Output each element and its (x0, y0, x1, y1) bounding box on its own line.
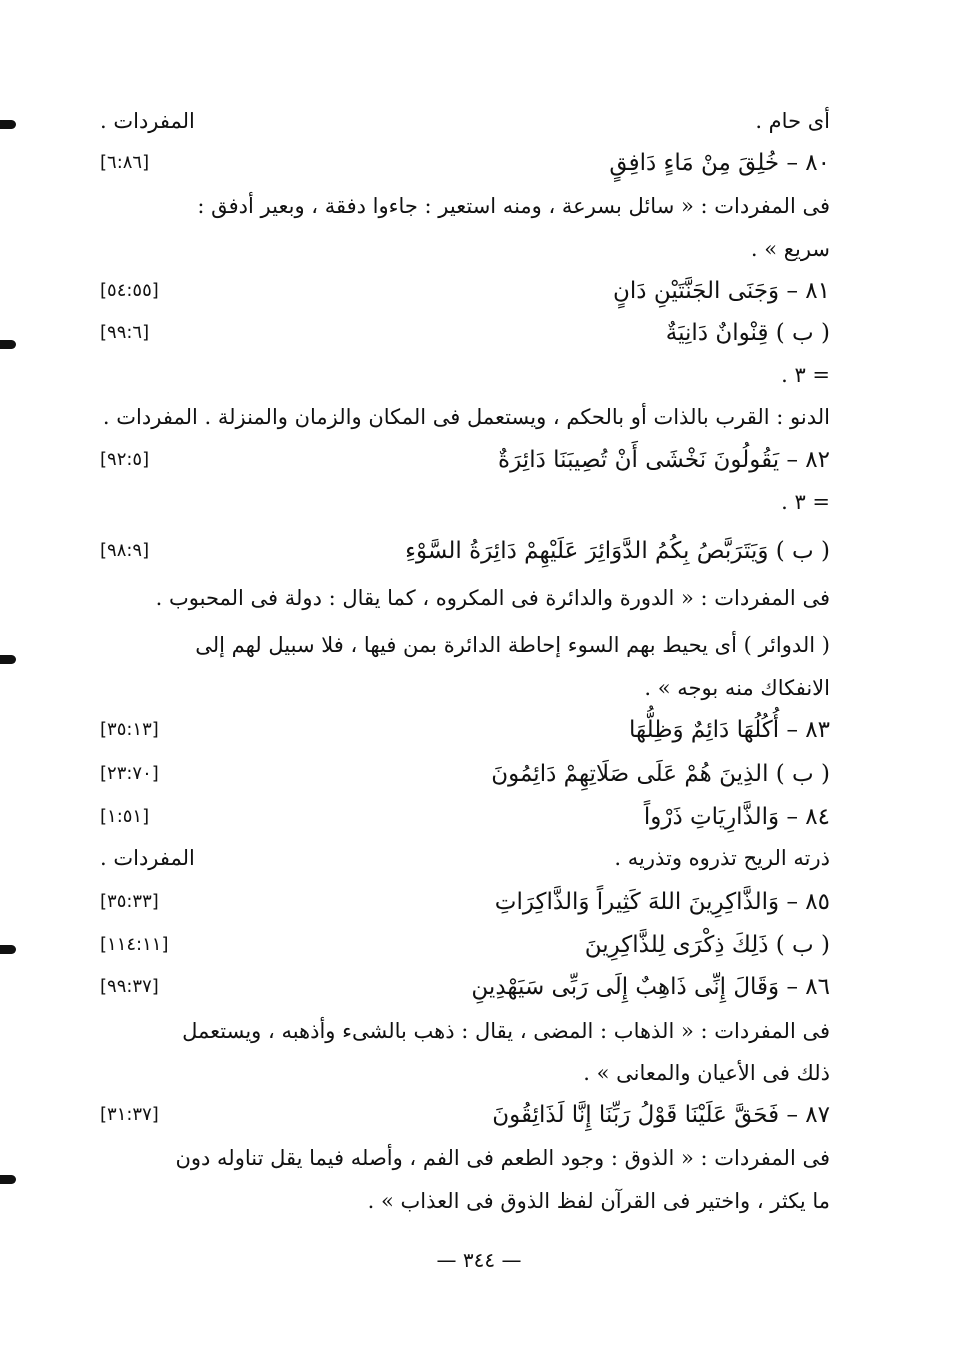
text-line (100, 1011, 850, 1051)
line-text: فى المفردات : « الدورة والدائرة فى المكروه ، كما يقال : دولة فى المحبوب . (155, 586, 830, 610)
verse-text: ( ب ) قِنْوانٌ دَانِيَةٌ (665, 320, 830, 346)
line-text: الانفكاك منه بوجه » . (644, 676, 830, 700)
text-line (100, 625, 850, 665)
verse-reference: [٩٢:٥] (100, 449, 150, 470)
scan-edge-mark (0, 340, 16, 349)
verse-reference: [٩٨:٩] (100, 540, 150, 561)
verse-text: ٨٣ – أُكُلُهَا دَائِمٌ وَظِلُّهَا (628, 717, 830, 743)
text-line (100, 186, 850, 226)
verse-line (100, 271, 830, 311)
source-note: المفردات . (100, 109, 195, 133)
verse-text: ( ب ) وَيَتَرَبَّصُ بِكُمُ الدَّوَائِرَ عَلَيْهِمْ دَائِرَةُ السَّوْءِ (405, 538, 830, 564)
verse-text: ٨٦ – وَقَالَ إِنِّى ذَاهِبٌ إِلَى رَبِّى سَيَهْدِينِ (471, 974, 830, 1000)
line-text: أى حام . (755, 109, 830, 133)
text-line (100, 482, 830, 522)
text-line (100, 355, 830, 395)
verse-reference: [١:٥١] (100, 806, 150, 827)
verse-line (100, 797, 830, 837)
line-text: الدنو : القرب بالذات أو بالحكم ، ويستعمل فى المكان والزمان والمنزلة . المفردات . (102, 405, 830, 429)
verse-text: ٨٤ – وَالذَّارِيَاتِ ذَرْواً (643, 804, 830, 830)
text-line (100, 578, 830, 618)
line-text: فى المفردات : « الذهاب : المضى ، يقال : ذهب بالشىء وأذهبه ، ويستعمل (182, 1019, 830, 1043)
scan-edge-mark (0, 120, 16, 129)
scan-edge-mark (0, 655, 16, 664)
scan-edge-mark (0, 1175, 16, 1184)
text-line (100, 397, 830, 437)
verse-line (100, 143, 830, 183)
verse-line (100, 710, 830, 750)
line-text: = ٣ . (781, 363, 830, 387)
verse-line (100, 882, 830, 922)
line-text: ذرته الريح تذروه وتذريه . (614, 846, 830, 870)
verse-reference: [٥٤:٥٥] (100, 280, 159, 301)
line-text: ما يكثر ، واختير فى القرآن لفظ الذوق فى العذاب » . (367, 1189, 830, 1213)
verse-text: ٨٥ – وَالذَّاكِرِينَ اللهَ كَثِيراً وَالذَّاكِرَاتِ (494, 889, 830, 915)
text-line (100, 229, 830, 269)
verse-text: ٨١ – وَجَنَى الجَنَّتَيْنِ دَانٍ (613, 278, 830, 304)
line-text: ذلك فى الأعيان والمعانى » . (583, 1061, 830, 1085)
text-line (100, 1181, 830, 1221)
text-line (100, 668, 830, 708)
verse-reference: [٩٩:٦] (100, 322, 150, 343)
verse-line (100, 1095, 830, 1135)
verse-text: ( ب ) ذَلِكَ ذِكْرَى لِلذَّاكِرِينَ (584, 932, 830, 958)
verse-text: ٨٧ – فَحَقَّ عَلَيْنَا قَوْلُ رَبِّنَا إِنَّا لَذَائِقُونَ (492, 1102, 830, 1128)
line-text: = ٣ . (781, 490, 830, 514)
verse-reference: [١١٤:١١] (100, 934, 169, 955)
verse-reference: [٩٩:٣٧] (100, 976, 159, 997)
verse-reference: [٢٣:٧٠] (100, 763, 159, 784)
verse-text: ( ب ) الذِينَ هُمْ عَلَى صَلَاتِهِمْ دَائِمُونَ (491, 761, 830, 787)
verse-line (100, 967, 830, 1007)
source-note: المفردات . (100, 846, 195, 870)
verse-line (100, 313, 850, 353)
page-number: — ٣٤٤ — (436, 1248, 522, 1272)
verse-reference: [٣١:٣٧] (100, 1104, 159, 1125)
text-line (100, 838, 830, 878)
line-text: ( الدوائر ) أى يحيط بهم السوء إحاطة الدائرة بمن فيها ، فلا سبيل لهم إلى (195, 633, 830, 657)
verse-line (100, 925, 850, 965)
verse-line (100, 754, 850, 794)
text-line (100, 101, 830, 141)
verse-line (100, 531, 830, 571)
verse-text: ٨٠ – خُلِقَ مِنْ مَاءٍ دَافِقٍ (609, 150, 830, 176)
text-line (100, 1053, 830, 1093)
line-text: فى المفردات : « الذوق : وجود الطعم فى الفم ، وأصله فيما يقل تناوله دون (175, 1146, 830, 1170)
verse-reference: [٣٥:٣٣] (100, 891, 159, 912)
verse-line (100, 440, 830, 480)
line-text: فى المفردات : « سائل بسرعة ، ومنه استعير : جاءوا دفقة ، وبعير أدفق : (197, 194, 830, 218)
verse-text: ٨٢ – يَقُولُونَ نَخْشَى أَنْ تُصِيبَنَا دَائِرَةٌ (498, 447, 830, 473)
text-line (100, 1138, 850, 1178)
verse-reference: [٣٥:١٣] (100, 719, 159, 740)
verse-reference: [٦:٨٦] (100, 152, 150, 173)
line-text: سريع » . (750, 237, 830, 261)
scan-edge-mark (0, 945, 16, 954)
